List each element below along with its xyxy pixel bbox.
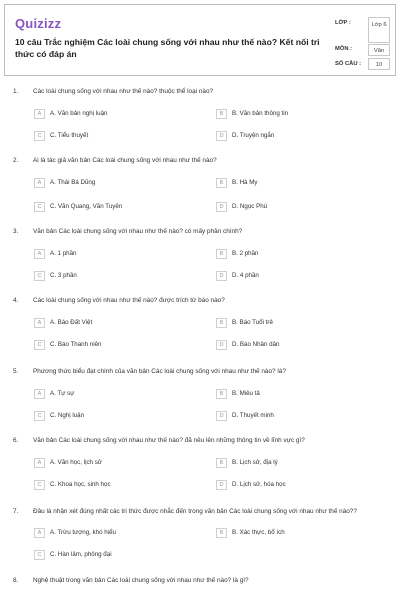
option-text: A. Tự sự	[50, 390, 75, 397]
option-text: A. 1 phần	[50, 250, 77, 257]
option-text: B. Báo Tuổi trẻ	[232, 319, 273, 326]
question-number: 5.	[13, 368, 19, 375]
question-number: 4.	[13, 297, 19, 304]
option-letter: B	[216, 109, 227, 119]
option-text: C. Nghị luận	[50, 412, 85, 419]
option-letter: C	[34, 480, 45, 490]
grade-value: Lớp 6	[368, 17, 390, 43]
question-number: 8.	[13, 577, 19, 584]
option-letter: A	[34, 389, 45, 399]
subject-label: MÔN :	[335, 46, 353, 52]
question-text: Các loài chung sống với nhau như thế nào? được trích từ báo nào?	[33, 297, 225, 304]
option-text: C. Hàn lâm, phông đại	[50, 551, 112, 558]
option-letter: D	[216, 131, 227, 141]
option-letter: A	[34, 458, 45, 468]
option-letter: D	[216, 340, 227, 350]
option-text: B. Hà My	[232, 179, 258, 186]
option-text: D. 4 phần	[232, 272, 259, 279]
option-text: B. Miêu tả	[232, 390, 260, 397]
option-text: A. Thái Bá Dũng	[50, 179, 96, 186]
question-text: Nghệ thuật trong văn bản Các loài chung sống với nhau như thế nào? là gì?	[33, 577, 249, 584]
question-number: 3.	[13, 228, 19, 235]
option-letter: B	[216, 528, 227, 538]
option-letter: D	[216, 480, 227, 490]
option-text: A. Báo Đất Việt	[50, 319, 93, 326]
option-text: C. Tiểu thuyết	[50, 132, 89, 139]
option-text: D. Thuyết minh	[232, 412, 274, 419]
option-letter: C	[34, 131, 45, 141]
option-text: B. Văn bản thông tin	[232, 110, 289, 117]
question-text: Các loài chung sống với nhau như thế nào? thuộc thể loại nào?	[33, 88, 214, 95]
option-letter: C	[34, 340, 45, 350]
option-letter: D	[216, 202, 227, 212]
option-text: D. Lịch sử, hóa học	[232, 481, 286, 488]
option-text: B. 2 phần	[232, 250, 259, 257]
option-text: D. Báo Nhân dân	[232, 341, 280, 348]
question-number: 2.	[13, 157, 19, 164]
option-letter: C	[34, 202, 45, 212]
question-count-label: SỐ CÂU :	[335, 61, 362, 67]
option-letter: D	[216, 271, 227, 281]
worksheet-title: 10 câu Trắc nghiệm Các loài chung sống với nhau như thế nào? Kết nối tri thức có đáp án	[15, 37, 320, 59]
option-text: C. 3 phần	[50, 272, 77, 279]
option-text: C. Báo Thanh niên	[50, 341, 102, 348]
option-text: C. Văn Quang, Văn Tuyên	[50, 203, 123, 210]
option-text: D. Ngọc Phú	[232, 203, 268, 210]
option-letter: C	[34, 550, 45, 560]
option-letter: A	[34, 528, 45, 538]
question-text: Văn bản Các loài chung sống với nhau như thế nào? đã nêu lên những thông tin về lĩnh vực gì?	[33, 437, 305, 444]
option-letter: B	[216, 318, 227, 328]
question-text: Ai là tác giả văn bản Các loài chung sống với nhau như thế nào?	[33, 157, 217, 164]
option-letter: D	[216, 411, 227, 421]
quizizz-logo: Quizizz	[15, 16, 62, 31]
option-text: A. Văn bản nghị luận	[50, 110, 108, 117]
option-letter: B	[216, 458, 227, 468]
worksheet-header	[4, 4, 396, 76]
option-text: A. Văn học, lịch sử	[50, 459, 102, 466]
question-number: 6.	[13, 437, 19, 444]
question-number: 7.	[13, 508, 19, 515]
question-text: Phương thức biểu đạt chính của văn bản Các loài chung sống với nhau như thế nào? là?	[33, 368, 286, 375]
option-letter: A	[34, 109, 45, 119]
option-letter: C	[34, 411, 45, 421]
subject-value: Văn	[368, 44, 390, 56]
option-letter: A	[34, 249, 45, 259]
question-count-value: 10	[368, 58, 390, 70]
option-letter: A	[34, 178, 45, 188]
grade-label: LỚP :	[335, 20, 351, 26]
option-letter: C	[34, 271, 45, 281]
option-letter: B	[216, 178, 227, 188]
option-text: B. Xác thực, bổ ích	[232, 529, 285, 536]
question-text: Văn bản Các loài chung sống với nhau như thế nào? có mấy phần chính?	[33, 228, 243, 235]
option-letter: A	[34, 318, 45, 328]
option-text: D. Truyện ngắn	[232, 132, 275, 139]
option-text: A. Trừu tượng, khó hiểu	[50, 529, 116, 536]
option-letter: B	[216, 249, 227, 259]
option-text: B. Lịch sử, địa lý	[232, 459, 278, 466]
option-letter: B	[216, 389, 227, 399]
question-number: 1.	[13, 88, 19, 95]
option-text: C. Khoa học, sinh học	[50, 481, 111, 488]
question-text: Đâu là nhận xét đúng nhất các tri thức được nhắc đến trong văn bản Các loài chung sống với nhau như thế nào??	[33, 508, 357, 515]
